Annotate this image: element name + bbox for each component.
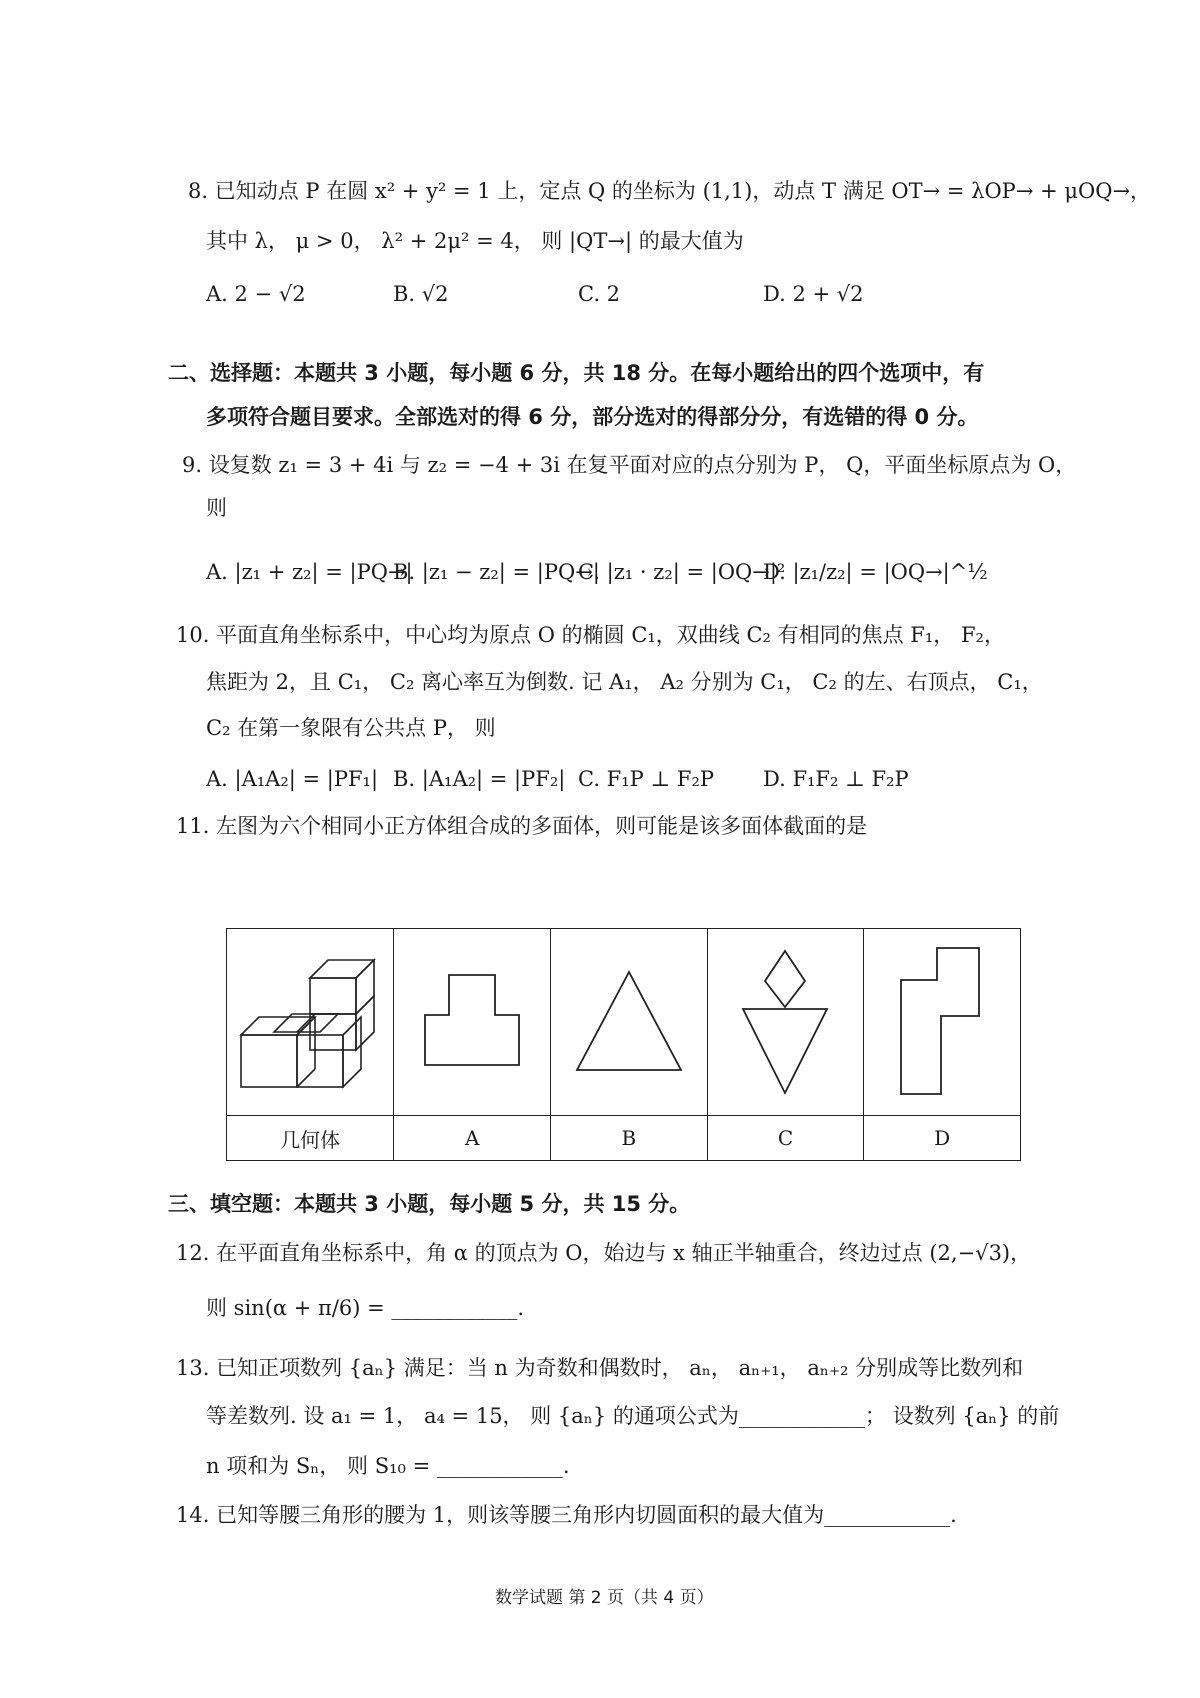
label-a: A bbox=[394, 1116, 551, 1161]
option-a-cell bbox=[394, 929, 551, 1116]
q8-option-d: D. 2 + √2 bbox=[763, 282, 864, 306]
q13-line3: n 项和为 Sₙ， 则 S₁₀ = ____________. bbox=[206, 1454, 570, 1478]
q9-option-b: B. |z₁ − z₂| = |PQ→| bbox=[393, 560, 600, 584]
label-b: B bbox=[551, 1116, 708, 1161]
q10-option-d: D. F₁F₂ ⊥ F₂P bbox=[763, 767, 909, 791]
q9-line1: 9. 设复数 z₁ = 3 + 4i 与 z₂ = −4 + 3i 在复平面对应的点分别为 P， Q，平面坐标原点为 O， bbox=[182, 453, 1077, 477]
q10-line3: C₂ 在第一象限有公共点 P， 则 bbox=[206, 716, 496, 740]
q14-line1: 14. 已知等腰三角形的腰为 1，则该等腰三角形内切圆面积的最大值为____________. bbox=[176, 1503, 957, 1527]
section2-heading-line1: 二、选择题：本题共 3 小题，每小题 6 分，共 18 分。在每小题给出的四个选项中，有 bbox=[168, 361, 985, 385]
q13-line2: 等差数列. 设 a₁ = 1， a₄ = 15， 则 {aₙ} 的通项公式为____________； 设数列 {aₙ} 的前 bbox=[206, 1404, 1060, 1428]
q11-line1: 11. 左图为六个相同小正方体组合成的多面体，则可能是该多面体截面的是 bbox=[176, 814, 868, 838]
section3-heading: 三、填空题：本题共 3 小题，每小题 5 分，共 15 分。 bbox=[168, 1192, 691, 1216]
q9-option-c: C. |z₁ · z₂| = |OQ→|² bbox=[578, 560, 786, 584]
polyhedron-figure bbox=[237, 947, 383, 1097]
q10-option-a: A. |A₁A₂| = |PF₁| bbox=[206, 767, 379, 791]
q9-line2: 则 bbox=[206, 496, 227, 520]
q8-option-a: A. 2 − √2 bbox=[206, 282, 306, 306]
label-c: C bbox=[707, 1116, 864, 1161]
q9-option-a: A. |z₁ + z₂| = |PQ→| bbox=[206, 560, 413, 584]
label-polyhedron: 几何体 bbox=[227, 1116, 394, 1161]
q10-line1: 10. 平面直角坐标系中，中心均为原点 O 的椭圆 C₁，双曲线 C₂ 有相同的焦点 F₁， F₂， bbox=[176, 623, 1005, 647]
q12-line2: 则 sin(α + π/6) = ____________. bbox=[206, 1296, 525, 1320]
q9-option-d: D. |z₁/z₂| = |OQ→|^½ bbox=[763, 560, 988, 584]
diamond-triangle-figure bbox=[735, 947, 835, 1097]
t-shape-figure bbox=[417, 967, 527, 1077]
q11-figure-table bbox=[226, 928, 1021, 1161]
polyhedron-cell bbox=[227, 929, 394, 1116]
label-d: D bbox=[864, 1116, 1021, 1161]
q8-option-c: C. 2 bbox=[578, 282, 621, 306]
q10-line2: 焦距为 2，且 C₁， C₂ 离心率互为倒数. 记 A₁， A₂ 分别为 C₁， C₂ 的左、右顶点， C₁， bbox=[206, 670, 1043, 694]
option-c-cell bbox=[707, 929, 864, 1116]
q13-line1: 13. 已知正项数列 {aₙ} 满足：当 n 为奇数和偶数时， aₙ， aₙ₊₁， aₙ₊₂ 分别成等比数列和 bbox=[176, 1356, 1024, 1380]
section2-heading-line2: 多项符合题目要求。全部选对的得 6 分，部分选对的得部分分，有选错的得 0 分。 bbox=[206, 405, 979, 429]
option-d-cell bbox=[864, 929, 1021, 1116]
triangle-figure bbox=[569, 962, 689, 1082]
q12-line1: 12. 在平面直角坐标系中，角 α 的顶点为 O，始边与 x 轴正半轴重合，终边过点 (2,−√3)， bbox=[176, 1241, 1032, 1265]
q8-line1: 8. 已知动点 P 在圆 x² + y² = 1 上，定点 Q 的坐标为 (1,1)，动点 T 满足 OT→ = λOP→ + μOQ→， bbox=[188, 179, 1152, 203]
q8-line2: 其中 λ， μ > 0， λ² + 2μ² = 4， 则 |QT→| 的最大值为 bbox=[206, 229, 744, 253]
step-shape-figure bbox=[897, 942, 987, 1102]
option-b-cell bbox=[551, 929, 708, 1116]
q8-option-b: B. √2 bbox=[393, 282, 449, 306]
q10-option-b: B. |A₁A₂| = |PF₂| bbox=[393, 767, 566, 791]
q10-option-c: C. F₁P ⊥ F₂P bbox=[578, 767, 715, 791]
page-footer: 数学试题 第 2 页（共 4 页） bbox=[495, 1588, 714, 1608]
